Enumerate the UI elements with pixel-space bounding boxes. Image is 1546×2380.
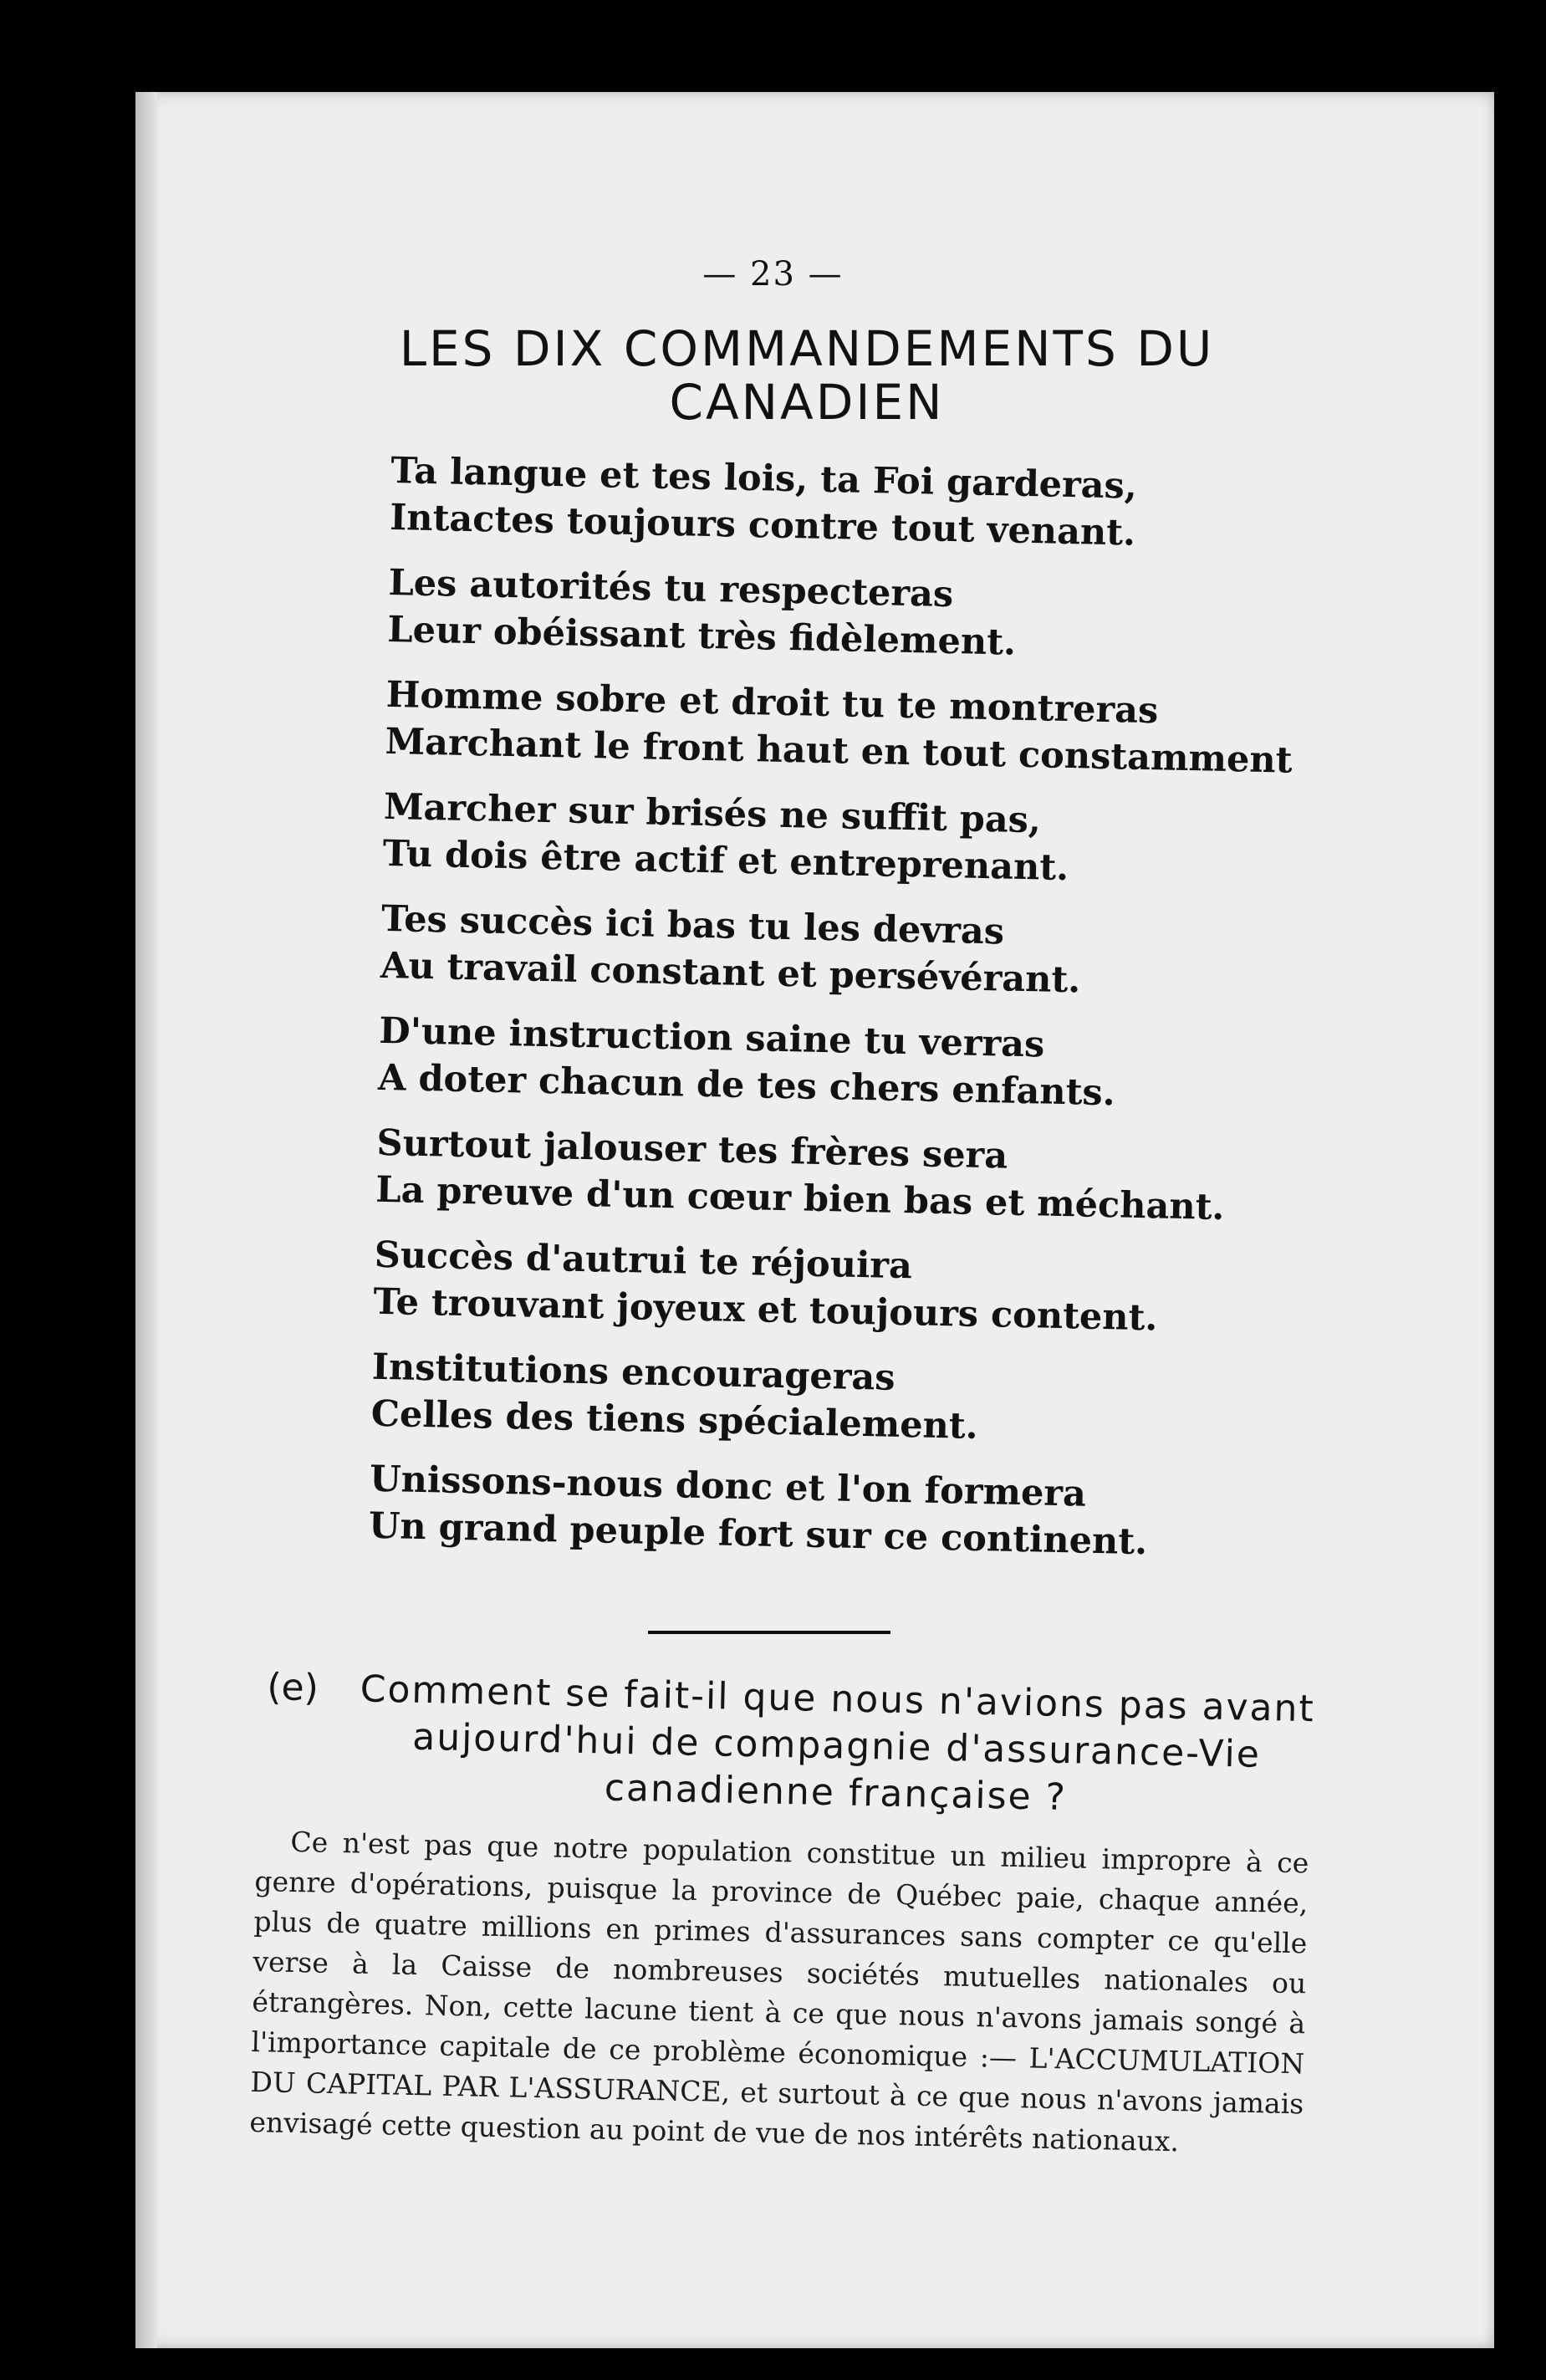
- question-text: Comment se fait-il que nous n'avions pas avant aujourd'hui de compagnie d'assurance-Vie canadienne française ?: [360, 1668, 1316, 1820]
- poem-line: Tes succès ici bas tu les devras: [380, 897, 1005, 953]
- poem-line: Tu dois être actif et entreprenant.: [382, 832, 1069, 890]
- poem-line: Celles des tiens spécialement.: [370, 1392, 979, 1448]
- poem-line: Un grand peuple fort sur ce continent.: [368, 1504, 1148, 1564]
- poem-line: Marchant le front haut en tout constamment: [385, 720, 1293, 782]
- poem-line: D'une instruction saine tu verras: [378, 1009, 1045, 1066]
- poem-line: Homme sobre et droit tu te montreras: [385, 673, 1159, 733]
- poem-line: Les autorités tu respecteras: [388, 561, 954, 616]
- poem-line: Intactes toujours contre tout venant.: [389, 496, 1136, 554]
- section-marker: (e): [266, 1665, 319, 1710]
- page-binding-shadow: [135, 92, 157, 2348]
- stanza: [387, 559, 1275, 672]
- poem-line: Surtout jalouser tes frères sera: [376, 1121, 1008, 1177]
- poem-line: Te trouvant joyeux et toujours content.: [373, 1280, 1158, 1340]
- poem-line: Institutions encourageras: [371, 1346, 896, 1399]
- stanza: [385, 672, 1293, 784]
- section-divider: [648, 1631, 890, 1634]
- page-number: — 23 —: [702, 255, 844, 294]
- poem-line: Leur obéissant très fidèlement.: [386, 608, 1017, 664]
- stanza: [375, 1120, 1263, 1232]
- answer-paragraph: Ce n'est pas que notre population constitue un milieu impropre à ce genre d'opérations, puisque la province de Québec paie, chaque année, plus de quatre millions en primes d'assurances sans compter ce qu'elle verse à la Caisse de nombreuses sociétés mutuelles nationales ou étrangères. Non, cette lacune tient à ce que nous n'avons jamais songé à l'importance capitale de ce problème économique :— L'ACCUMULATION DU CAPITAL PAR L'ASSURANCE, et surtout à ce que nous n'avons jamais envisagé cette question au point de vue de nos intérêts nationaux.: [249, 1825, 1309, 2158]
- stanza: [373, 1232, 1261, 1344]
- stanza: [368, 1456, 1256, 1568]
- section-question: [264, 1664, 1329, 1827]
- poem-line: A doter chacun de tes chers enfants.: [377, 1056, 1116, 1115]
- stanza: [370, 1344, 1258, 1456]
- poem-line: Succès d'autrui te réjouira: [374, 1233, 913, 1288]
- poem-body: [368, 447, 1293, 1586]
- stanza: [382, 784, 1270, 896]
- stanza: [390, 447, 1278, 559]
- stanza: [380, 896, 1268, 1008]
- poem-line: Ta langue et tes lois, ta Foi garderas,: [390, 449, 1138, 508]
- poem-line: Marcher sur brisés ne suffit pas,: [383, 785, 1042, 842]
- poem-line: Unissons-nous donc et l'on formera: [369, 1458, 1087, 1515]
- poem-line: Au travail constant et persévérant.: [380, 944, 1081, 1002]
- stanza: [378, 1008, 1266, 1120]
- poem-title: LES DIX COMMANDEMENTS DU CANADIEN: [399, 320, 1215, 431]
- poem-line: La preuve d'un cœur bien bas et méchant.: [375, 1168, 1225, 1229]
